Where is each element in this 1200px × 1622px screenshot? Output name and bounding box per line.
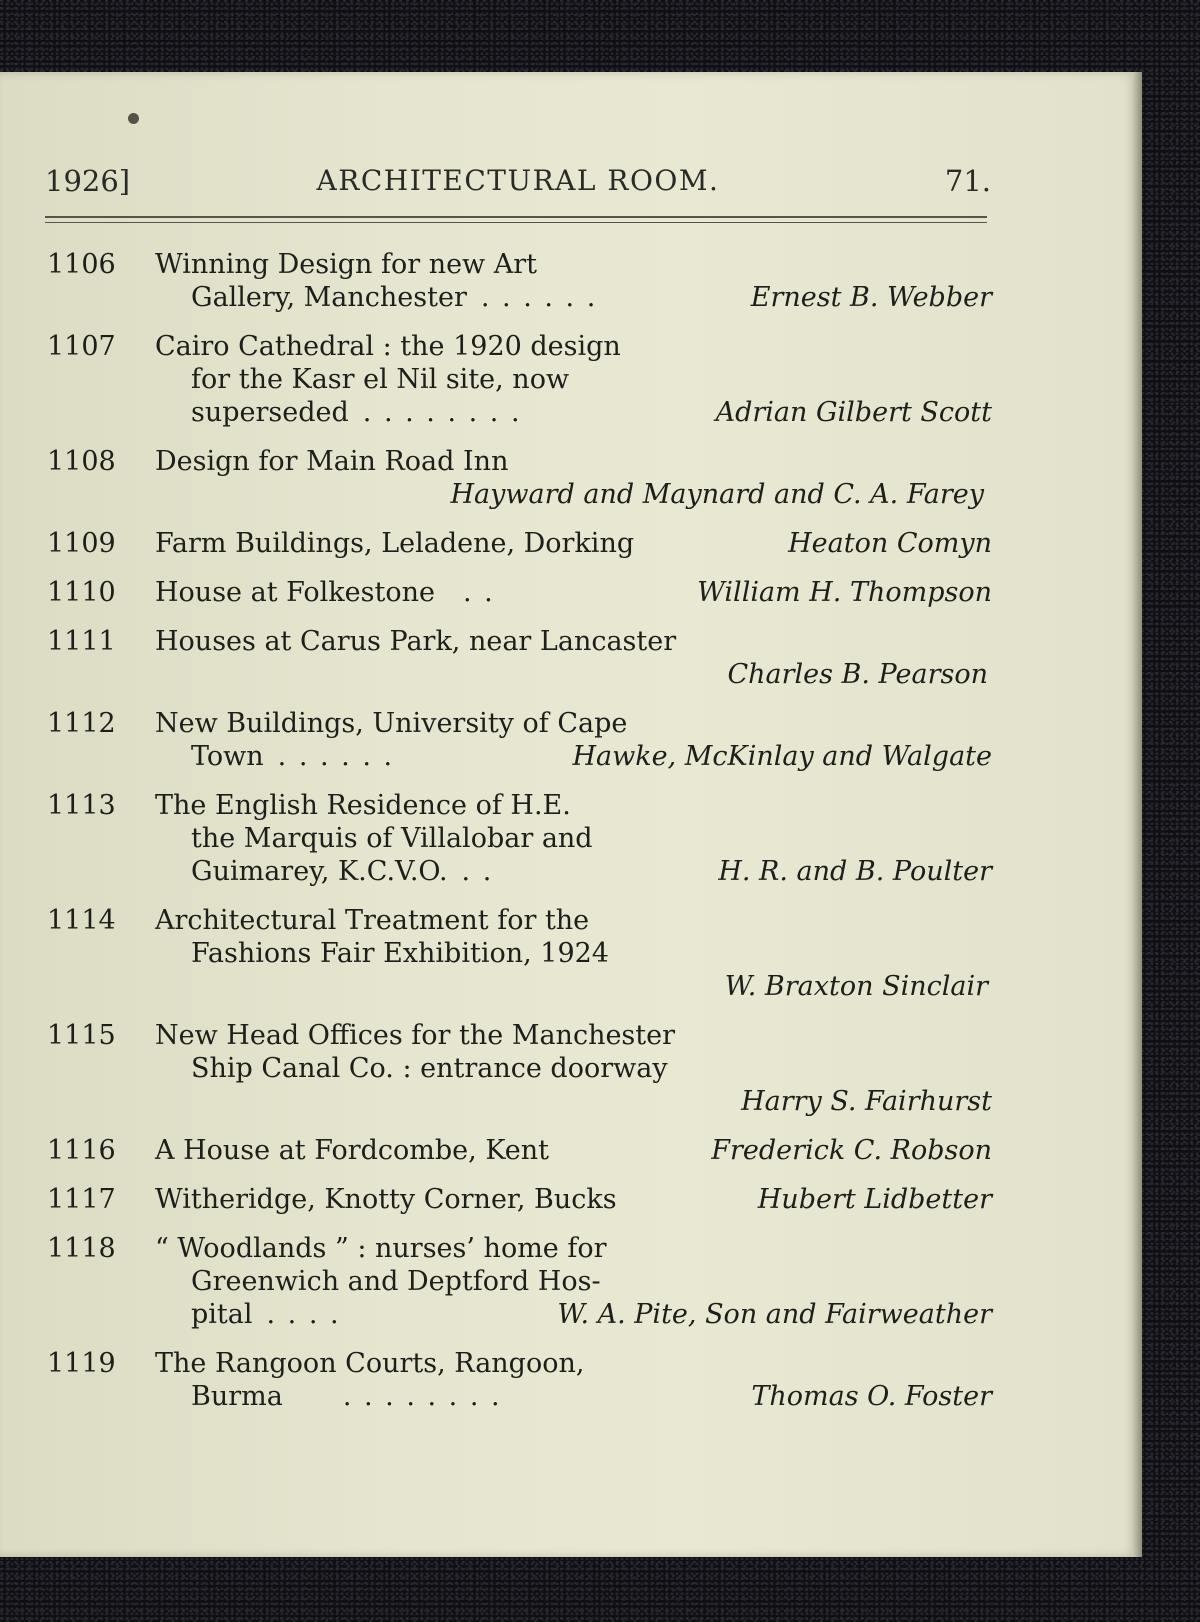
entry-title-line: Architectural Treatment for the bbox=[155, 905, 590, 936]
catalogue-entry bbox=[47, 1183, 992, 1216]
catalogue-entry bbox=[47, 248, 992, 314]
entry-title-line bbox=[155, 1380, 992, 1413]
running-header bbox=[45, 160, 991, 206]
entry-artist: W. Braxton Sinclair bbox=[724, 971, 988, 1002]
entry-artist: Thomas O. Foster bbox=[751, 1381, 992, 1412]
entry-number: 1110 bbox=[47, 577, 116, 608]
entry-title-line bbox=[155, 1134, 992, 1167]
entry-title-line bbox=[155, 855, 992, 888]
entry-body bbox=[155, 330, 992, 429]
entry-title-line: Fashions Fair Exhibition, 1924 bbox=[191, 938, 609, 969]
entry-artist: Heaton Comyn bbox=[788, 528, 992, 559]
entry-body bbox=[155, 625, 992, 691]
catalogue-entry bbox=[47, 789, 992, 888]
dot-leader: . . . . . . bbox=[480, 282, 598, 313]
entry-title-line: New Head Offices for the Manchester bbox=[155, 1020, 676, 1051]
entry-title-text: Farm Buildings, Leladene, Dorking bbox=[155, 528, 635, 559]
entry-title-line bbox=[155, 1183, 992, 1216]
entry-body bbox=[155, 1347, 992, 1413]
catalogue-entry bbox=[47, 527, 992, 560]
entry-title-line: New Buildings, University of Cape bbox=[155, 708, 628, 739]
entry-title-text: Witheridge, Knotty Corner, Bucks bbox=[155, 1184, 617, 1215]
entry-body bbox=[155, 904, 992, 1003]
dot-leader: . . bbox=[462, 577, 495, 608]
entry-number: 1106 bbox=[47, 249, 116, 280]
entry-title-line bbox=[155, 576, 992, 609]
catalogue-entry bbox=[47, 330, 992, 429]
entry-body bbox=[155, 1232, 992, 1331]
entry-body bbox=[155, 789, 992, 888]
entry-body bbox=[155, 248, 992, 314]
entry-number: 1109 bbox=[47, 528, 116, 559]
entry-body bbox=[155, 1019, 992, 1118]
entry-artist: Hayward and Maynard and C. A. Farey bbox=[450, 479, 984, 510]
catalogue-entry bbox=[47, 625, 992, 691]
entry-title-text: superseded bbox=[191, 397, 349, 428]
entry-artist: W. A. Pite, Son and Fairweather bbox=[557, 1299, 992, 1330]
dot-leader: . . bbox=[461, 856, 494, 887]
entry-title-line: Winning Design for new Art bbox=[155, 249, 538, 280]
catalogue-entry bbox=[47, 1134, 992, 1167]
entry-artist-line bbox=[155, 658, 992, 691]
entry-title-line: Greenwich and Deptford Hos- bbox=[191, 1266, 601, 1297]
page-edge bbox=[1132, 72, 1142, 1557]
entry-artist: Frederick C. Robson bbox=[711, 1135, 992, 1166]
header-rule-thin bbox=[45, 222, 987, 223]
catalogue-entry bbox=[47, 576, 992, 609]
catalogue-entry bbox=[47, 1347, 992, 1413]
catalogue-entry bbox=[47, 707, 992, 773]
catalogue-entry bbox=[47, 1232, 992, 1331]
entry-number: 1119 bbox=[47, 1348, 116, 1379]
entry-number: 1114 bbox=[47, 905, 116, 936]
entry-title-line: Houses at Carus Park, near Lancaster bbox=[155, 626, 677, 657]
entry-body bbox=[155, 707, 992, 773]
entry-title-line: Cairo Cathedral : the 1920 design bbox=[155, 331, 621, 362]
entry-title-text: Guimarey, K.C.V.O. bbox=[191, 856, 448, 887]
entry-body bbox=[155, 1134, 992, 1167]
entry-body bbox=[155, 576, 992, 609]
entry-title-line bbox=[155, 740, 992, 773]
entry-artist: Ernest B. Webber bbox=[750, 282, 992, 313]
entry-title-line bbox=[155, 527, 992, 560]
entry-title-line: the Marquis of Villalobar and bbox=[191, 823, 593, 854]
dot-leader: . . . . . . . . bbox=[362, 397, 522, 428]
catalogue-entry bbox=[47, 904, 992, 1003]
entry-title-text: Town bbox=[191, 741, 264, 772]
entry-body bbox=[155, 445, 992, 511]
entry-title-line bbox=[155, 1298, 992, 1331]
entry-title-text: House at Folkestone bbox=[155, 577, 435, 608]
header-rule bbox=[45, 216, 987, 218]
entry-title-line: The Rangoon Courts, Rangoon, bbox=[155, 1348, 585, 1379]
entry-artist-line bbox=[155, 478, 992, 511]
catalogue-entry bbox=[47, 1019, 992, 1118]
dot-leader: . . . . bbox=[266, 1299, 341, 1330]
entry-number: 1118 bbox=[47, 1233, 116, 1264]
entry-title-line: “ Woodlands ” : nurses’ home for bbox=[155, 1233, 607, 1264]
entry-title-line: Design for Main Road Inn bbox=[155, 446, 509, 477]
entry-artist-line bbox=[155, 1085, 992, 1118]
entry-number: 1112 bbox=[47, 708, 116, 739]
entry-number: 1117 bbox=[47, 1184, 116, 1215]
entry-body bbox=[155, 1183, 992, 1216]
entry-artist: Harry S. Fairhurst bbox=[741, 1086, 992, 1117]
entry-artist: Hubert Lidbetter bbox=[757, 1184, 992, 1215]
entry-body bbox=[155, 527, 992, 560]
entry-title-text: Burma bbox=[191, 1381, 283, 1412]
entry-title-line bbox=[155, 396, 992, 429]
dot-leader: . . . . . . . . bbox=[342, 1381, 502, 1412]
entry-title-text: A House at Fordcombe, Kent bbox=[155, 1135, 549, 1166]
entry-artist: H. R. and B. Poulter bbox=[718, 856, 992, 887]
entry-artist: Charles B. Pearson bbox=[727, 659, 988, 690]
header-year: 1926] bbox=[45, 164, 131, 198]
dot-leader: . . . . . . bbox=[277, 741, 395, 772]
entry-number: 1108 bbox=[47, 446, 116, 477]
entry-number: 1107 bbox=[47, 331, 116, 362]
entry-title-line: The English Residence of H.E. bbox=[155, 790, 571, 821]
page-number: 71. bbox=[944, 164, 991, 198]
entry-artist: Hawke, McKinlay and Walgate bbox=[572, 741, 992, 772]
entry-title-line: for the Kasr el Nil site, now bbox=[191, 364, 570, 395]
ink-speck bbox=[128, 113, 139, 124]
entry-title-line: Ship Canal Co. : entrance doorway bbox=[191, 1053, 668, 1084]
entry-number: 1116 bbox=[47, 1135, 116, 1166]
entry-title-line bbox=[155, 281, 992, 314]
catalogue-list bbox=[47, 248, 992, 1429]
entry-artist: Adrian Gilbert Scott bbox=[715, 397, 992, 428]
entry-artist-line bbox=[155, 970, 992, 1003]
entry-number: 1111 bbox=[47, 626, 116, 657]
entry-title-text: pital bbox=[191, 1299, 253, 1330]
entry-number: 1115 bbox=[47, 1020, 116, 1051]
entry-artist: William H. Thompson bbox=[697, 577, 992, 608]
entry-number: 1113 bbox=[47, 790, 116, 821]
catalogue-entry bbox=[47, 445, 992, 511]
header-title: ARCHITECTURAL ROOM. bbox=[316, 164, 720, 197]
entry-title-text: Gallery, Manchester bbox=[191, 282, 467, 313]
